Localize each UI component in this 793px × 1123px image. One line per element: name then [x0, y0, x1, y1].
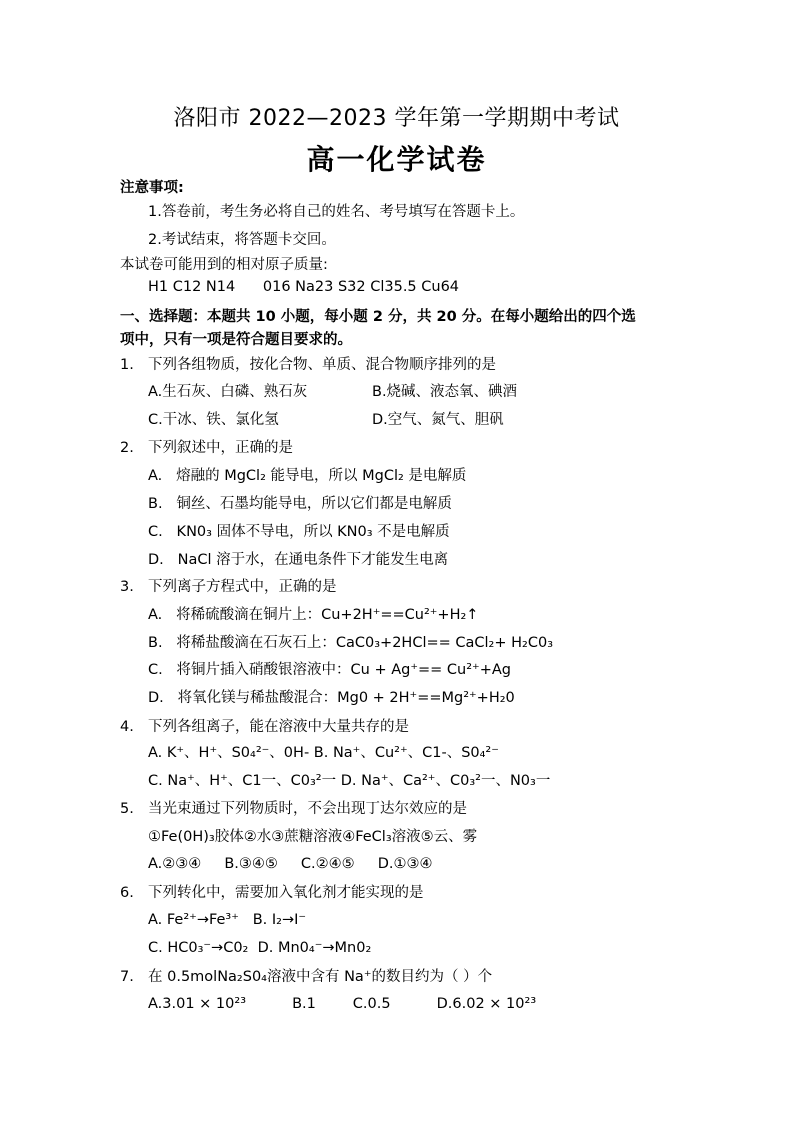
exam-title: 洛阳市 2022—2023 学年第一学期期中考试 — [173, 106, 620, 131]
option-a: A.生石灰、白磷、熟石灰 — [148, 384, 308, 400]
atomic-mass-heading: 本试卷可能用到的相对原子质量: — [120, 257, 328, 273]
question-text: 下列各组物质，按化合物、单质、混合物顺序排列的是 — [148, 357, 496, 373]
option-line: A.②③④ B.③④⑤ C.②④⑤ D.①③④ — [148, 856, 433, 872]
question-text: 在 0.5molNa₂S0₄溶液中含有 Na⁺的数目约为（ ）个 — [148, 969, 493, 985]
question-text: 下列各组离子，能在溶液中大量共存的是 — [148, 719, 409, 735]
option-b: B.烧碱、液态氧、碘酒 — [372, 384, 518, 400]
option-c: C. 将铜片插入硝酸银溶液中：Cu + Ag⁺== Cu²⁺+Ag — [148, 662, 511, 678]
option-line-ab: A. Fe²⁺→Fe³⁺ B. I₂→I⁻ — [148, 912, 307, 928]
notice-item-1: 1.答卷前，考生务必将自己的姓名、考号填写在答题卡上。 — [148, 204, 525, 220]
option-line-cd: C. Na⁺、H⁺、C1一、C0₃²一 D. Na⁺、Ca²⁺、C0₃²一、N0₃一 — [148, 773, 551, 789]
question-number: 6. — [120, 885, 134, 901]
notice-heading: 注意事项: — [120, 180, 184, 196]
notice-item-2: 2.考试结束，将答题卡交回。 — [148, 232, 336, 248]
question-number: 4. — [120, 719, 134, 735]
section-heading-line2: 项中，只有一项是符合题目要求的。 — [120, 332, 352, 348]
atomic-mass-values: H1 C12 N14 016 Na23 S32 Cl35.5 Cu64 — [148, 279, 460, 295]
question-number: 1. — [120, 357, 134, 373]
question-text: 下列叙述中，正确的是 — [148, 440, 293, 456]
question-number: 5. — [120, 801, 134, 817]
substance-list: ①Fe(0H)₃胶体②水③蔗糖溶液④FeCl₃溶液⑤云、雾 — [148, 829, 478, 845]
question-number: 7. — [120, 969, 134, 985]
option-b: B. 将稀盐酸滴在石灰石上：CaC0₃+2HCl== CaCl₂+ H₂C0₃ — [148, 635, 554, 651]
option-c: C. KN0₃ 固体不导电，所以 KN0₃ 不是电解质 — [148, 524, 450, 540]
option-line-cd: C. HC0₃⁻→C0₂ D. Mn0₄⁻→Mn0₂ — [148, 940, 372, 956]
option-b: B. 铜丝、石墨均能导电，所以它们都是电解质 — [148, 496, 452, 512]
question-text: 下列转化中，需要加入氧化剂才能实现的是 — [148, 885, 424, 901]
option-line: A.3.01 × 10²³ B.1 C.0.5 D.6.02 × 10²³ — [148, 996, 537, 1012]
option-a: A. 熔融的 MgCl₂ 能导电，所以 MgCl₂ 是电解质 — [148, 468, 467, 484]
question-number: 2. — [120, 440, 134, 456]
option-line-ab: A. K⁺、H⁺、S0₄²⁻、0H- B. Na⁺、Cu²⁺、C1-、S0₄²⁻ — [148, 745, 499, 761]
question-text: 下列离子方程式中，正确的是 — [148, 579, 337, 595]
question-number: 3. — [120, 579, 134, 595]
section-heading-line1: 一、选择题：本题共 10 小题，每小题 2 分，共 20 分。在每小题给出的四个选 — [120, 309, 636, 325]
option-c: C.干冰、铁、氯化氢 — [148, 412, 279, 428]
option-a: A. 将稀硫酸滴在铜片上：Cu+2H⁺==Cu²⁺+H₂↑ — [148, 607, 479, 623]
option-d: D.空气、氮气、胆矾 — [372, 412, 504, 428]
option-d: D. 将氧化镁与稀盐酸混合：Mg0 + 2H⁺==Mg²⁺+H₂0 — [148, 690, 515, 706]
exam-subtitle: 高一化学试卷 — [306, 143, 487, 176]
option-d: D. NaCl 溶于水，在通电条件下才能发生电离 — [148, 552, 449, 568]
question-text: 当光束通过下列物质时，不会出现丁达尔效应的是 — [148, 801, 467, 817]
